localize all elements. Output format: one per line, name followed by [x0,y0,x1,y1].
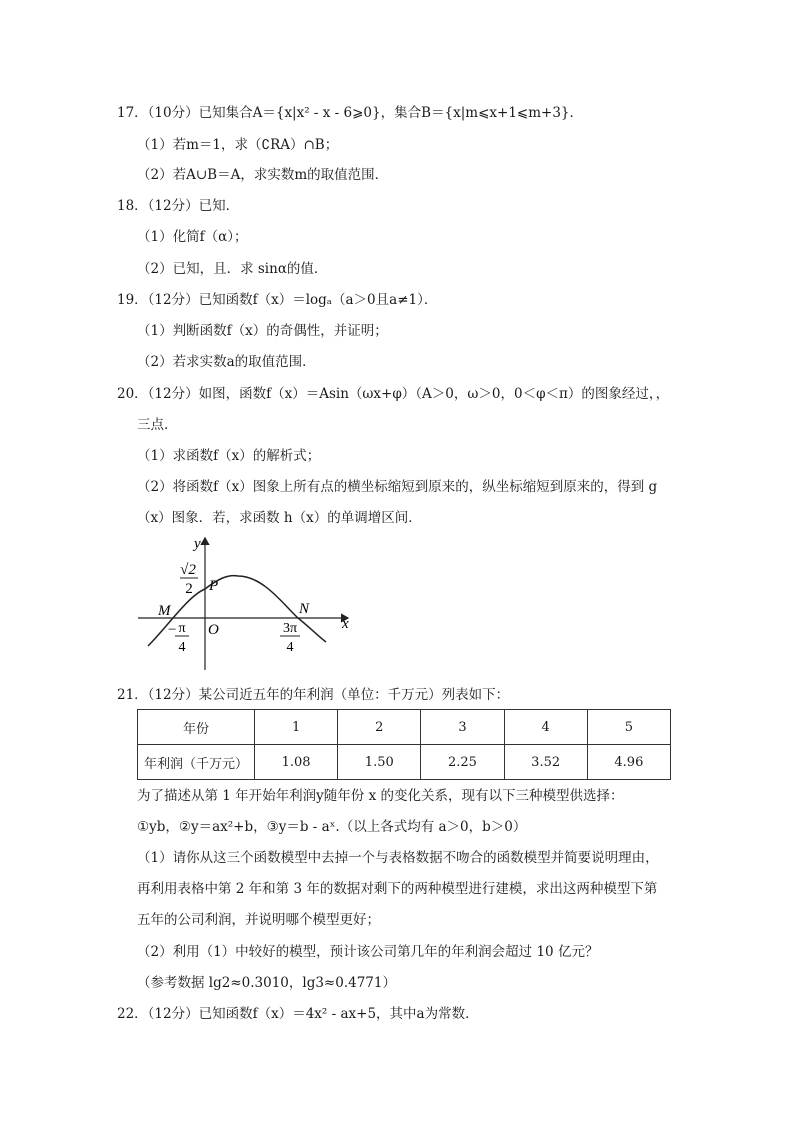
table-cell: 3.52 [504,745,587,780]
table-cell: 4 [504,710,587,745]
table-cell: 1.08 [255,745,338,780]
q20-part1: （1）求函数f（x）的解析式； [137,448,321,464]
q21-part1-line3: 五年的公司利润，并说明哪个模型更好； [137,912,380,928]
origin-label: O [208,622,219,638]
q20-part2-line1: （2）将函数f（x）图象上所有点的横坐标缩短到原来的，纵坐标缩短到原来的，得到 g [137,479,658,495]
q18-stem: 18．（12分）已知． [117,198,240,214]
q21-part2: （2）利用（1）中较好的模型，预计该公司第几年的年利润会超过 10 亿元？ [137,944,599,960]
y-tick-denominator: 2 [185,581,193,597]
right-tick-numerator: 3π [282,621,298,636]
y-axis-label: y [194,536,201,552]
x-axis-label: x [342,616,349,632]
table-cell: 3 [421,710,504,745]
table-cell: 年利润（千万元） [138,745,255,780]
q19-part2: （2）若求实数a的取值范围． [137,354,316,370]
table-cell: 4.96 [587,745,670,780]
y-tick-numerator: √2 [180,562,196,578]
q20-function-graph [138,534,358,674]
table-row [138,745,671,780]
q19-part1: （1）判断函数f（x）的奇偶性，并证明； [137,323,388,339]
q18-part2: （2）已知，且．求 sinα的值． [137,261,328,277]
q21-part1-line1: （1）请你从这三个函数模型中去掉一个与表格数据不吻合的函数模型并简要说明理由， [137,850,659,866]
q17-part1: （1）若m＝1，求（∁RA）∩B； [137,137,339,153]
right-tick-denominator: 4 [286,640,294,655]
point-m-label: M [158,603,171,619]
left-tick-sign: − [168,622,177,638]
left-tick-numerator: π [178,621,186,636]
q20-part2-line2: （x）图象．若，求函数 h（x）的单调增区间． [137,510,422,526]
q22-stem: 22．（12分）已知函数f（x）＝4x² - ax+5，其中a为常数． [117,1006,479,1022]
q21-reference-data: （参考数据 lg2≈0.3010，lg3≈0.4771） [137,975,396,991]
table-cell: 5 [587,710,670,745]
q21-part1-line2: 再利用表格中第 2 年和第 3 年的数据对剩下的两种模型进行建模，求出这两种模型下第 [137,881,658,897]
table-cell: 2 [338,710,421,745]
q21-intro: 为了描述从第 1 年开始年利润y随年份 x 的变化关系，现有以下三种模型供选择： [137,788,624,804]
q20-stem-line1: 20．（12分）如图，函数f（x）＝Asin（ωx+φ）（A＞0，ω＞0，0＜φ＜π）的图象经过，， [117,386,670,402]
q17-part2: （2）若A∪B＝A，求实数m的取值范围． [137,167,389,183]
table-cell: 1.50 [338,745,421,780]
profit-table [137,709,671,780]
table-cell: 2.25 [421,745,504,780]
q21-models: ①yb，②y＝ax²+b，③y＝b - aˣ.（以上各式均有 a＞0，b＞0） [137,819,527,835]
q17-stem: 17．（10分）已知集合A＝{x|x² - x - 6⩾0}，集合B＝{x|m⩽x+1⩽m+3}． [117,105,584,121]
q18-part1: （1）化简f（α）； [137,229,248,245]
table-cell: 1 [255,710,338,745]
table-row [138,710,671,745]
q21-stem: 21．（12分）某公司近五年的年利润（单位：千万元）列表如下： [117,687,510,703]
table-cell: 年份 [138,710,255,745]
point-n-label: N [299,601,310,617]
q19-stem: 19．（12分）已知函数f（x）＝logₐ（a＞0且a≠1）． [117,292,438,308]
left-tick-denominator: 4 [178,640,186,655]
point-p-label: P [209,578,219,594]
q20-stem-line2: 三点． [137,417,178,433]
